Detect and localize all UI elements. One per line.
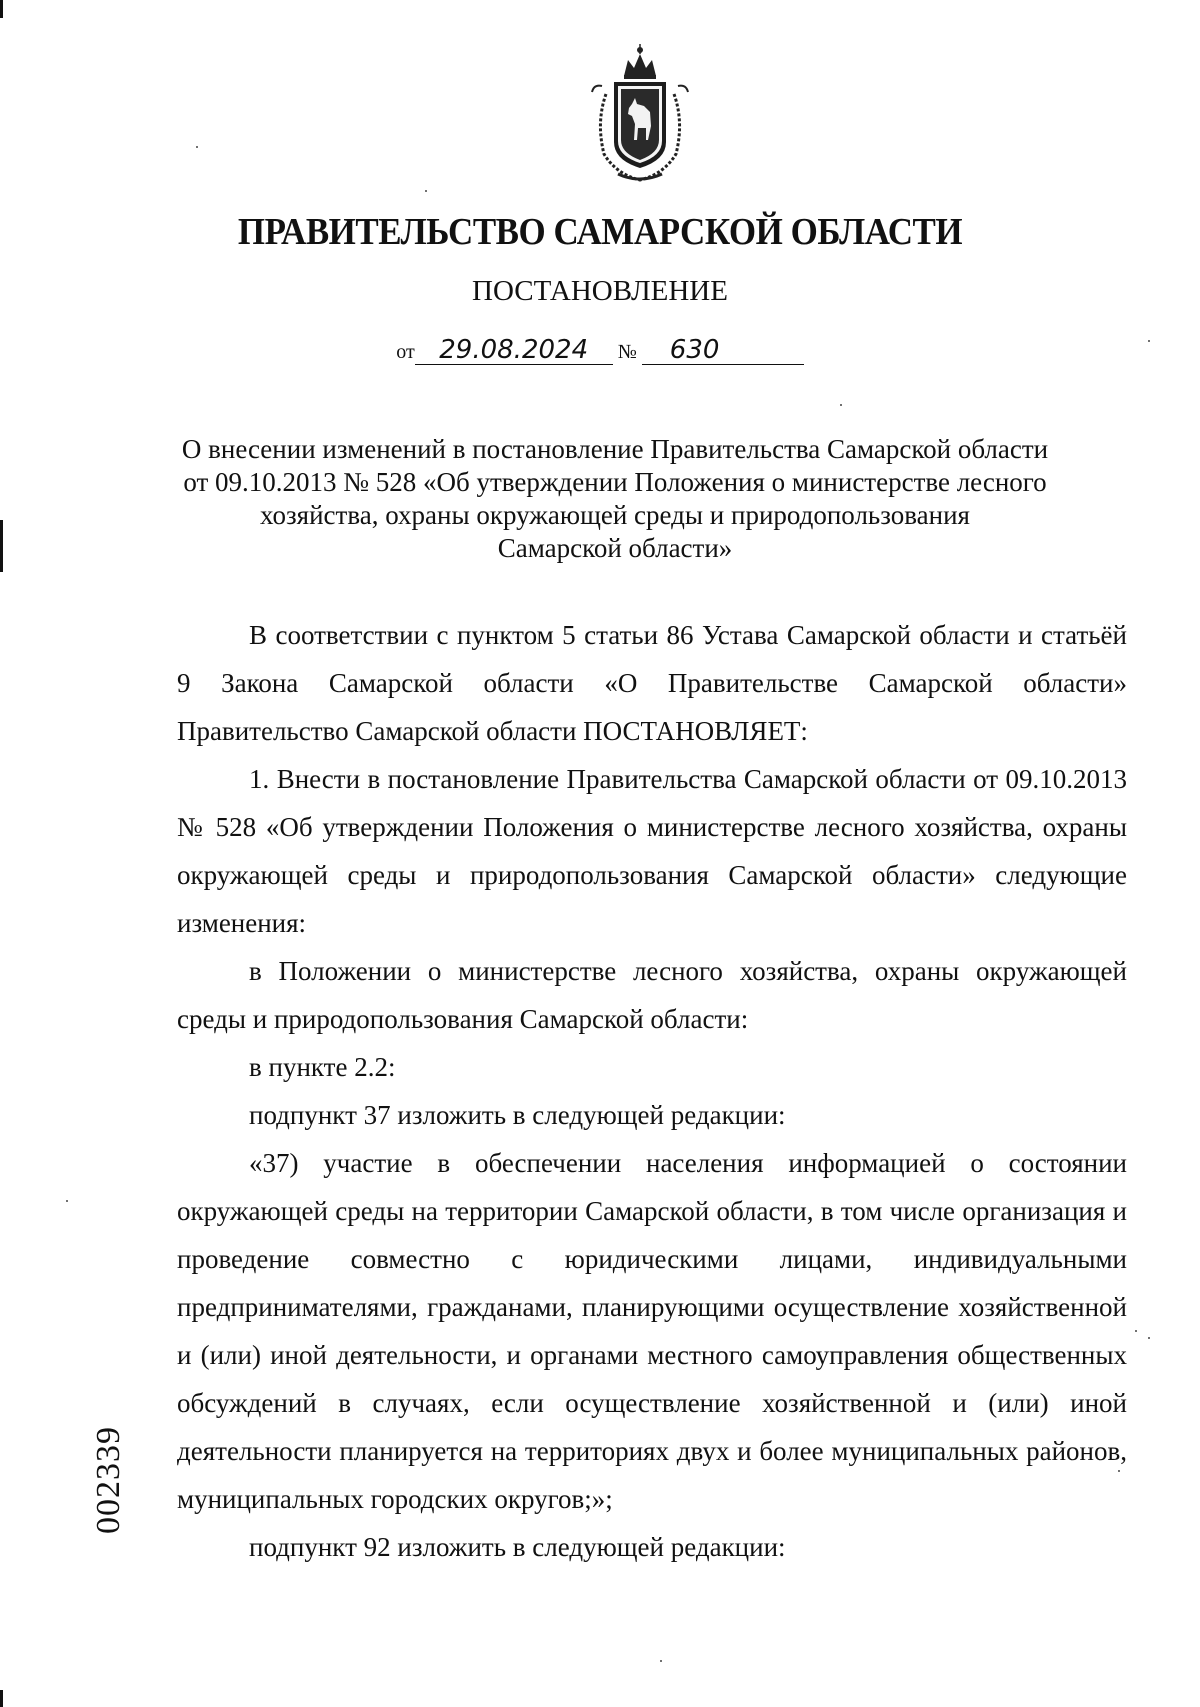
- subject-line: от 09.10.2013 № 528 «Об утверждении Положения о министерстве лесного: [183, 467, 1047, 497]
- scan-speck: [1148, 340, 1150, 342]
- document-date-number: [0, 336, 1200, 365]
- scan-edge-mark: [0, 520, 3, 572]
- handwritten-date: 29.08.2024: [415, 336, 613, 365]
- document-body: [177, 611, 1127, 1571]
- scan-speck: [196, 146, 198, 148]
- margin-serial-number: 002339: [90, 1426, 127, 1534]
- scan-speck: [1148, 1337, 1150, 1339]
- scan-speck: [1135, 1330, 1137, 1332]
- subject-line: хозяйства, охраны окружающей среды и природопользования: [260, 500, 970, 530]
- subject-line: Самарской области»: [497, 533, 733, 563]
- body-paragraph: подпункт 37 изложить в следующей редакции:: [249, 1100, 786, 1130]
- subject-line: О внесении изменений в постановление Правительства Самарской области: [181, 434, 1049, 464]
- samara-coat-of-arms-icon: [588, 42, 692, 186]
- document-subject: [150, 433, 1080, 565]
- scan-edge-mark: [0, 1690, 3, 1707]
- body-paragraph: В соответствии с пунктом 5 статьи 86 Устава Самарской области и статьёй 9 Закона Самарской области «О Правительстве Самарской области» Правительство Самарской области ПОСТАНОВЛЯЕТ:: [177, 620, 1127, 746]
- scan-speck: [660, 1660, 662, 1662]
- document-type: ПОСТАНОВЛЕНИЕ: [472, 275, 728, 307]
- body-paragraph: в Положении о министерстве лесного хозяйства, охраны окружающей среды и природопользования Самарской области:: [177, 956, 1127, 1034]
- organization-title: ПРАВИТЕЛЬСТВО САМАРСКОЙ ОБЛАСТИ: [237, 211, 963, 253]
- body-paragraph: подпункт 92 изложить в следующей редакции:: [249, 1532, 786, 1562]
- scan-speck: [66, 1200, 68, 1202]
- date-prefix: от: [396, 341, 415, 363]
- scan-speck: [1118, 1470, 1120, 1472]
- handwritten-number: 630: [642, 336, 804, 365]
- body-paragraph: в пункте 2.2:: [249, 1052, 396, 1082]
- scan-speck: [425, 190, 427, 192]
- scan-edge-mark: [0, 0, 3, 18]
- body-paragraph: 1. Внести в постановление Правительства Самарской области от 09.10.2013 № 528 «Об утверждении Положения о министерстве лесного хозяйства, охраны окружающей среды и природопользования Самарской области» следующие изменения:: [177, 764, 1127, 938]
- body-paragraph: «37) участие в обеспечении населения информацией о состоянии окружающей среды на территории Самарской области, в том числе организация и проведение совместно с юридическими лицами, индивидуальными предпринимателями, гражданами, планирующими осуществление хозяйственной и (или) иной деятельности, и органами местного самоуправления общественных обсуждений в случаях, если осуществление хозяйственной и (или) иной деятельности планируется на территориях двух и более муниципальных районов, муниципальных городских округов;»;: [177, 1148, 1127, 1514]
- number-prefix: №: [617, 341, 637, 363]
- scan-speck: [840, 404, 842, 406]
